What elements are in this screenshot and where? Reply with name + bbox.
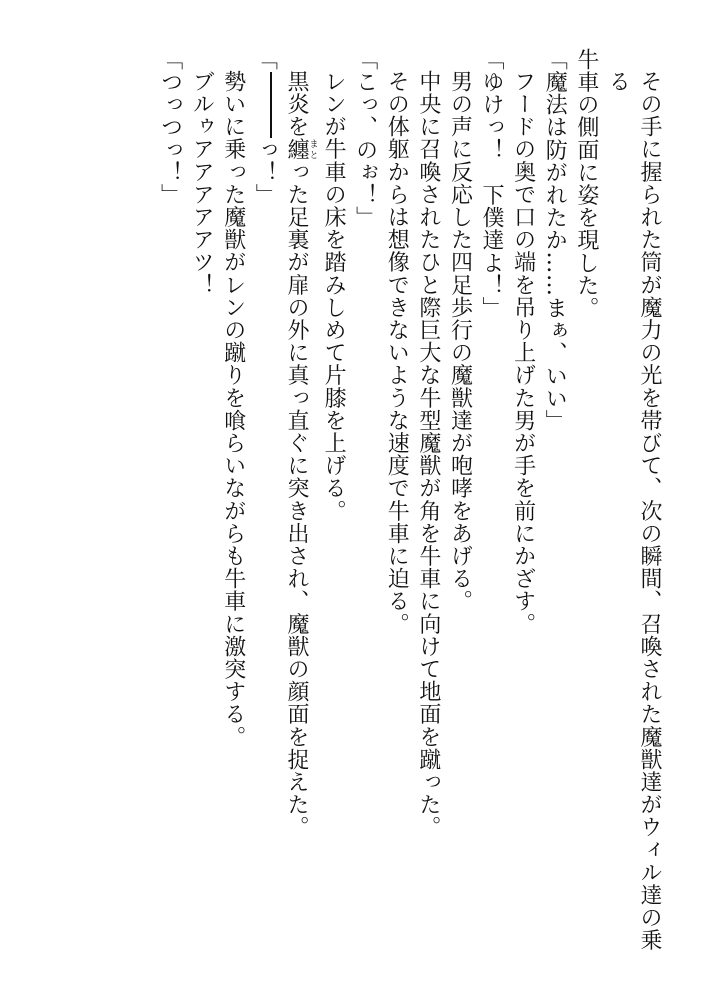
dialogue-line-5: 「ゆけっ！ 下僕達よ！」 xyxy=(479,48,505,320)
text-line-11-before: 黒炎を xyxy=(283,70,309,138)
dialogue-line-12-close: っ！」 xyxy=(252,138,278,207)
text-line-1: その手に握られた筒が魔力の光を帯びて、次の瞬間、召喚された魔獣達がウィル達の乗る xyxy=(605,70,662,952)
text-line-13: 勢いに乗った魔獣がレンの蹴りを喰らいながらも牛車に激突する。 xyxy=(220,70,246,748)
text-line-6: 男の声に反応した四足歩行の魔獣達が咆哮をあげる。 xyxy=(447,70,473,613)
dialogue-line-15: 「つっつっ！」 xyxy=(157,48,183,207)
furigana: まと xyxy=(307,137,318,161)
text-line-14: ブルゥアアアアアツ！ xyxy=(189,70,215,296)
text-line-11 xyxy=(280,48,317,968)
text-line-4: フードの奥で口の端を吊り上げた男が手を前にかざす。 xyxy=(510,70,536,635)
text-line-2: 牛車の側面に姿を現した。 xyxy=(573,48,599,320)
long-dash xyxy=(269,71,272,139)
vertical-text-body xyxy=(154,48,665,968)
ruby-base: 纏 xyxy=(283,137,309,161)
dialogue-line-3: 「魔法は防がれたか……まぁ、いい」 xyxy=(542,48,568,433)
dialogue-line-9: 「こっ、のぉ！」 xyxy=(352,48,378,229)
text-line-10: レンが牛車の床を踏みしめて片膝を上げる。 xyxy=(321,70,347,522)
text-line-8: その体躯からは想像できないような速度で牛車に迫る。 xyxy=(384,70,410,635)
text-line-11-after: った足裏が扉の外に真っ直ぐに突き出され、魔獣の顔面を捉えた。 xyxy=(283,160,309,839)
text-line-7: 中央に召喚されたひと際巨大な牛型魔獣が角を牛車に向けて地面を蹴った。 xyxy=(415,70,441,839)
dialogue-line-12 xyxy=(249,48,281,968)
ruby-word xyxy=(283,137,318,161)
dialogue-line-12-open: 「 xyxy=(252,48,278,71)
